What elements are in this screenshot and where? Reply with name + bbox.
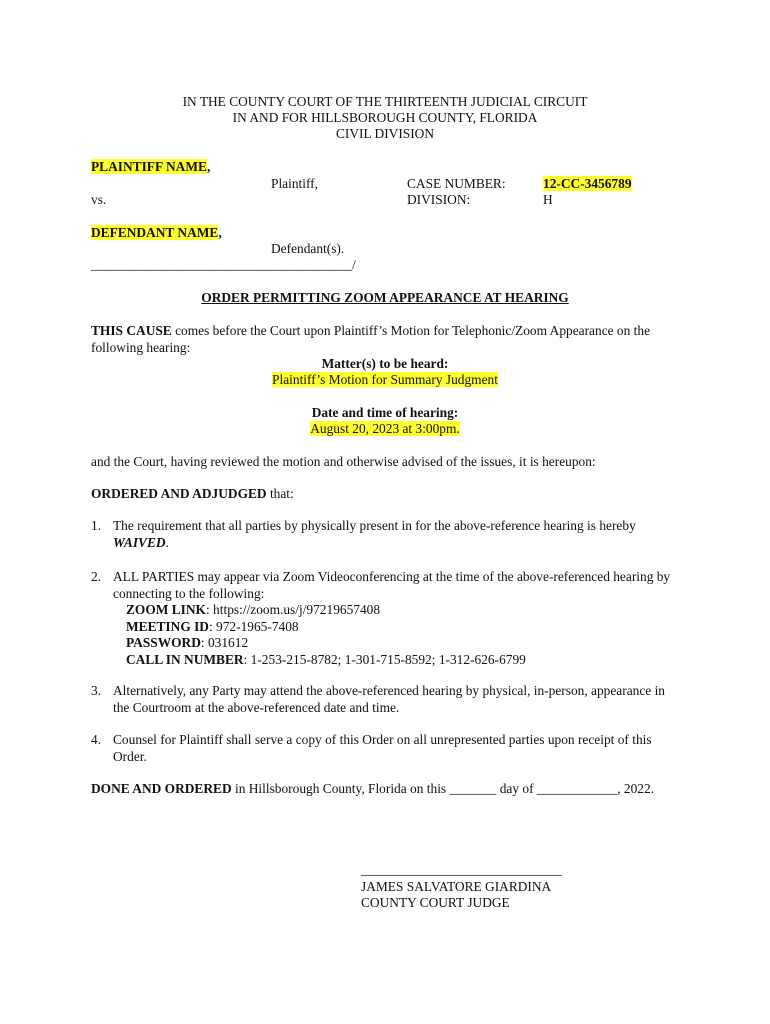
versus-label: vs.: [91, 192, 107, 207]
court-heading-line-1: IN THE COUNTY COURT OF THE THIRTEENTH JUDICIAL CIRCUIT: [182, 94, 588, 109]
plaintiff-name-comma: ,: [206, 159, 211, 174]
order-item-1: [91, 518, 681, 551]
hearing-value: August 20, 2023 at 3:00pm.: [310, 421, 460, 436]
defendant-name-line: [91, 225, 222, 241]
division-value: H: [543, 192, 553, 207]
reviewed-paragraph: and the Court, having reviewed the motion and otherwise advised of the issues, it is hereupon:: [91, 454, 596, 469]
intro-text: comes before the Court upon Plaintiff’s Motion for Telephonic/Zoom Appearance on the following hearing:: [91, 323, 651, 355]
done-lead: DONE AND ORDERED: [91, 781, 232, 796]
call-in-line: [113, 652, 681, 669]
intro-paragraph: [91, 323, 681, 356]
order-item-3: [91, 683, 681, 716]
defendant-role: Defendant(s).: [271, 241, 345, 256]
done-paragraph: [91, 781, 681, 798]
done-text: in Hillsborough County, Florida on this _______ day of ____________, 2022.: [231, 781, 655, 796]
password-value: : 031612: [200, 635, 249, 650]
meeting-id-value: : 972-1965-7408: [208, 618, 299, 634]
ordered-paragraph: [91, 486, 681, 503]
item-text: The requirement that all parties by physically present in for the above-reference hearing is hereby: [113, 518, 636, 533]
item-number: 3.: [91, 683, 102, 698]
order-item-4: [91, 732, 681, 765]
item-tail: .: [165, 534, 169, 550]
signature-line: ______________________________: [361, 862, 562, 877]
ordered-text: that:: [266, 486, 294, 501]
order-title: ORDER PERMITTING ZOOM APPEARANCE AT HEARING: [201, 290, 569, 305]
meeting-id-line: [113, 619, 681, 636]
defendant-name: DEFENDANT NAME: [91, 225, 219, 240]
matters-value: Plaintiff’s Motion for Summary Judgment: [272, 372, 498, 387]
password-label: PASSWORD: [126, 635, 201, 650]
matters-label: Matter(s) to be heard:: [321, 356, 449, 371]
intro-lead: THIS CAUSE: [91, 323, 172, 338]
meeting-id-label: MEETING ID: [126, 618, 209, 634]
court-heading-line-2: IN AND FOR HILLSBOROUGH COUNTY, FLORIDA: [232, 110, 538, 125]
password-line: [113, 635, 681, 652]
call-in-label: CALL IN NUMBER: [126, 651, 244, 667]
division-label: DIVISION:: [407, 192, 471, 207]
item-emphasis: WAIVED: [113, 534, 166, 550]
item-number: 2.: [91, 569, 102, 584]
judge-title: COUNTY COURT JUDGE: [361, 895, 510, 910]
caption-rule: _______________________________________/: [91, 257, 356, 272]
order-item-2: [91, 569, 681, 668]
item-number: 1.: [91, 518, 102, 533]
item-text: Counsel for Plaintiff shall serve a copy of this Order on all unrepresented parties upon receipt of this Order.: [113, 732, 652, 764]
item-number: 4.: [91, 732, 102, 747]
case-number-label: CASE NUMBER:: [407, 176, 506, 191]
court-heading-line-3: CIVIL DIVISION: [335, 126, 435, 141]
plaintiff-name: PLAINTIFF NAME: [91, 159, 207, 174]
case-number-value: 12-CC-3456789: [543, 176, 632, 191]
judge-name: JAMES SALVATORE GIARDINA: [361, 879, 552, 894]
zoom-link-line: [113, 602, 681, 619]
hearing-label: Date and time of hearing:: [311, 405, 459, 420]
ordered-lead: ORDERED AND ADJUDGED: [91, 486, 267, 501]
zoom-link-value: : https://zoom.us/j/97219657408: [205, 602, 381, 617]
zoom-link-label: ZOOM LINK: [126, 602, 206, 617]
item-text: Alternatively, any Party may attend the above-referenced hearing by physical, in-person, appearance in the Courtroom at the above-referenced date and time.: [113, 683, 666, 715]
plaintiff-name-line: [91, 159, 210, 175]
item-text: ALL PARTIES may appear via Zoom Videoconferencing at the time of the above-referenced hearing by connecting to the following:: [113, 569, 671, 601]
plaintiff-role: Plaintiff,: [271, 176, 318, 191]
defendant-name-comma: ,: [218, 225, 222, 240]
call-in-value: : 1-253-215-8782; 1-301-715-8592; 1-312-626-6799: [243, 651, 526, 667]
